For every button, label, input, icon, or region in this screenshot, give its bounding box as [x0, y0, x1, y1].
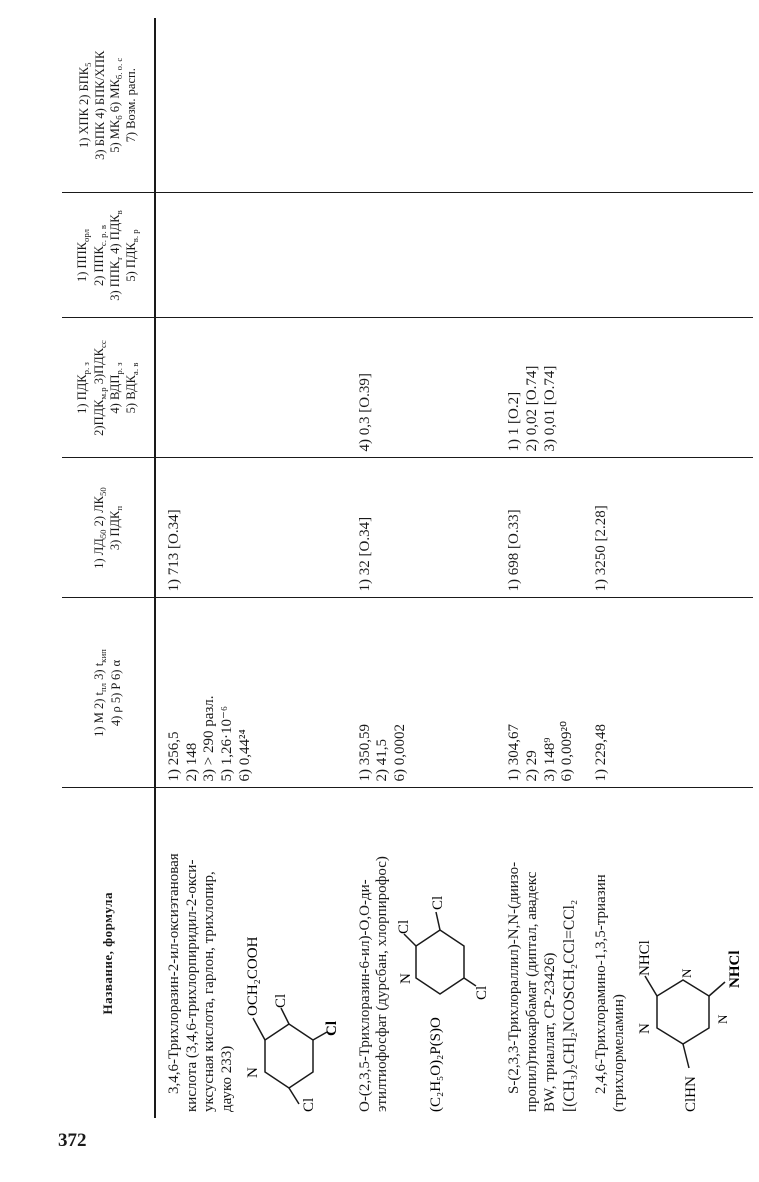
row-2-ppk [347, 193, 496, 318]
row-2-props: 1) 350,59 2) 41,5 6) 0,0002 [347, 598, 496, 788]
header-props: 1) M 2) $t_{пл}$ 3) $t_{кип}$ 4) ρ 5) P 6) α [62, 598, 155, 788]
row-3-ppk [496, 193, 583, 318]
header-name: Название, формула [62, 788, 155, 1118]
table-row [496, 18, 583, 1118]
struct-left-group: ClHN [682, 1076, 699, 1112]
header-toxicity: 1) $ЛД_{50}$ 2) $ЛК_{50}$ 3) $ПДК_п$ [62, 458, 155, 598]
row-3-name: S-(2,3,3-Трихлораллил)-N,N-(диизо- пропил)тиокарбамат (диптал, авадекс BW, триаллат, CP-23426) [(CH₃)₂CH]₂NCOSCH₂CCl=CCl₂ [496, 788, 583, 1118]
row-4-tox: 1) 3250 [2.28] [583, 458, 752, 598]
row-1-ppk [155, 193, 347, 318]
row-3-formula: [(CH₃)₂CH]₂NCOSCH₂CCl=CCl₂ [561, 899, 579, 1112]
row-4-pdk [583, 318, 752, 458]
struct-cl-right: Cl [272, 993, 289, 1008]
row-3-tox: 1) 698 [O.33] [496, 458, 583, 598]
struct-prefix: (C₂H₅O)₂P(S)O [428, 1017, 445, 1112]
data-table [62, 18, 753, 1118]
row-3-props: 1) 304,67 2) 29 3) 148⁹ 6) 0,009²⁰ [496, 598, 583, 788]
header-ppk: 1) $ППК_{орл}$ 2) $ППК_{с. р. в}$ 3) $ППК_т$ 4) $ПДК_в$ 5) $ПДК_{в. р}$ [62, 193, 155, 318]
struct-cl-left: Cl [300, 1097, 317, 1112]
row-2-structure [396, 852, 491, 1112]
struct-bottom-group: NHCl [726, 950, 743, 988]
row-4-ppk [583, 193, 752, 318]
struct-cl-bottom: Cl [474, 985, 491, 1000]
row-4-props: 1) 229,48 [583, 598, 752, 788]
struct-n-top: N [636, 1023, 653, 1034]
row-1-props: 1) 256,5 2) 148 3) > 290 разл. 5) 1,26·10⁻⁶ 6) 0,44²⁴ [155, 598, 347, 788]
row-3-hpk [496, 18, 583, 193]
row-2-name: O-(2,3,5-Трихлоразин-6-ил)-O,O-ди- этилтиофосфат (дурсбан, хлорпирофос) (C₂H₅O)₂P(S)O N Cl Cl Cl [347, 788, 496, 1118]
page-number: 372 [58, 1130, 87, 1151]
row-2-tox: 1) 32 [O.34] [347, 458, 496, 598]
table-row [347, 18, 496, 1118]
struct-cl-bottom: Cl [323, 1021, 340, 1036]
row-1-hpk [155, 18, 347, 193]
struct-n: N [244, 1067, 261, 1078]
row-4-name: 2,4,6-Трихлорамино-1,3,5-триазин (трихлормеламин) N ClHN NHCl N N NHCl [593, 874, 743, 1112]
header-hpk: 1) ХПК 2) $БПК_5$ 3) БПК 4) БПК/ХПК 5) $МК_б$ 6) $МК_{б. о. с}$ 7) Возм. расп. [62, 18, 155, 193]
table-header-row [62, 18, 155, 1118]
table-row [583, 18, 752, 1118]
row-4-hpk [583, 18, 752, 193]
struct-cl-right: Cl [430, 895, 447, 910]
struct-n-bottom: N [714, 1014, 730, 1024]
table-row [155, 18, 347, 1118]
struct-cl-top: Cl [396, 919, 413, 934]
row-3-pdk: 1) 1 [O.2] 2) 0,02 [O.74] 3) 0,01 [O.74] [496, 318, 583, 458]
row-1-name: 3,4,6-Трихлоразин-2-ил-оксиэтановая кислота (3,4,6-трихлорпиридил-2-окси- уксусная кислота, гарлон, трихлопир, дауко 233) N OCH₂COOH Cl Cl Cl [166, 853, 340, 1112]
data-table-rotated [62, 18, 752, 1118]
row-2-hpk [347, 18, 496, 193]
row-1-pdk [155, 318, 347, 458]
row-1-tox: 1) 713 [O.34] [155, 458, 347, 598]
struct-right-group: NHCl [636, 940, 653, 976]
row-2-pdk: 4) 0,3 [O.39] [347, 318, 496, 458]
struct-n-right: N [678, 968, 694, 978]
header-pdk: 1) $ПДК_{р. з}$ $2)ПДК_{м.р}$ $3)ПДК_{сс}$ 4) $ВДП_{р. з}$ 5) $ВДК_{а. в}$ [62, 318, 155, 458]
row-4-structure [633, 882, 743, 1112]
struct-substituent: OCH₂COOH [244, 936, 261, 1016]
struct-n: N [398, 973, 415, 984]
